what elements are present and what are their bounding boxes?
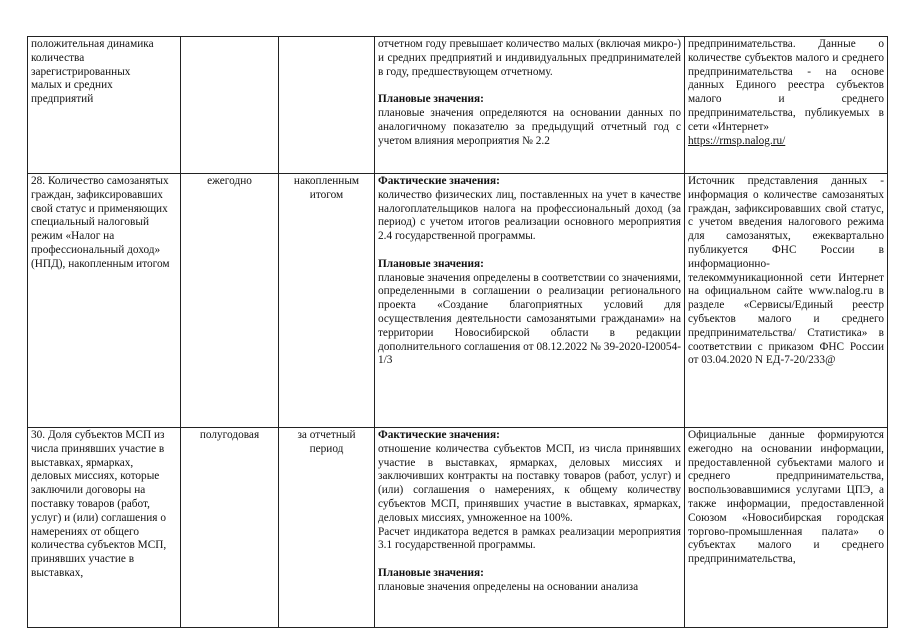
frequency-cell [181,174,279,428]
source-text: предпринимательства. Данные о количестве субъектов малого и среднего предпринимательства - на основе данных Единого реестра субъектов малого и среднего предпринимательства, публикуемых в сети «Интернет» [688,38,884,133]
method-cell [375,174,685,428]
source-text: Официальные данные формируются ежегодно на основании информации, предоставленной субъектами малого и среднего предпринимательства, воспользовавшимися услугами ЦПЭ, а также информации, предоставленной Союзом «Новосибирская городская торгово-промышленная палата» о субъектах малого и среднего предпринимательства, [688,429,884,566]
plan-text: плановые значения определяются на основании данных по аналогичному показателю за предыдущий отчетный год с учетом влияния мероприятия № 2.2 [378,106,681,147]
fact-text: количество физических лиц, поставленных на учет в качестве налогоплательщиков налога на профессиональный доход (за период) с учетом итогов реализации основного мероприятия 2.4 государственной программы. [378,188,681,243]
table-row [28,174,888,428]
method-cell [375,37,685,174]
method-text: отчетном году превышает количество малых (включая микро-) и средних предприятий и индивидуальных предпринимателей в году, предшествующем отчетному. [378,38,681,78]
plan-heading: Плановые значения: [378,566,484,579]
indicator-name: 30. Доля субъектов МСП из числа принявших участие в выставках, ярмарках, деловых миссиях, которые заключили договоры на поставку товаров (работ, услуг) и (или) соглашения о намерениях от общего количества субъектов МСП, принявших участие в выставках, [31,429,167,579]
table-row [28,37,888,174]
indicator-name: положительная динамика количества зарегистрированных малых и средних предприятий [31,38,154,106]
source-cell [685,428,888,628]
method-cell [375,428,685,628]
rmsp-link[interactable]: https://rmsp.nalog.ru/ [688,134,786,147]
calc-text: Расчет индикатора ведется в рамках реализации мероприятия 3.1 государственной программы. [378,525,681,552]
fact-heading: Фактические значения: [378,429,500,441]
plan-heading: Плановые значения: [378,93,484,106]
accumulation-cell [279,37,375,174]
indicators-table [27,36,888,628]
indicator-cell [28,174,181,428]
source-text: Источник представления данных - информация о количестве самозанятых граждан, зафиксировавших свой статус, с учетом введения налогового режима для самозанятых, ежеквартально публикуется ФНС России в информационно-телекоммуникационной сети Интернет на официальном сайте www.nalog.ru в разделе «Сервисы/Единый реестр субъектов малого и среднего предпринимательства/ Статистика» в соответствии с приказом ФНС России от 03.04.2020 N ЕД-7-20/233@ [688,175,884,367]
frequency-value: полугодовая [199,429,260,441]
indicator-cell [28,37,181,174]
fact-text: отношение количества субъектов МСП, из числа принявших участие в выставках, ярмарках, деловых миссиях и заключивших контракты на поставку товаров (работ, услуг) и (или) соглашения о намерениях, к общему количеству субъектов МСП, принявших участие в выставках, ярмарках, деловых миссиях, умноженное на 100%. [378,442,681,524]
accumulation-cell [279,428,375,628]
plan-text: плановые значения определены на основании анализа [378,580,639,593]
plan-heading: Плановые значения: [378,257,484,270]
frequency-value: ежегодно [207,175,252,187]
accumulation-value: за отчетный период [297,429,356,455]
source-cell [685,174,888,428]
fact-heading: Фактические значения: [378,175,500,187]
table-row [28,428,888,628]
frequency-cell [181,37,279,174]
indicator-name: 28. Количество самозанятых граждан, зафиксировавших свой статус и применяющих специальный налоговый режим «Налог на профессиональный доход» (НПД), накопленным итогом [31,175,170,270]
accumulation-value: накопленным итогом [293,175,360,201]
indicator-cell [28,428,181,628]
source-cell [685,37,888,174]
frequency-cell [181,428,279,628]
accumulation-cell [279,174,375,428]
plan-text: плановые значения определены в соответствии со значениями, определенными в соглашении о реализации регионального проекта «Создание благоприятных условий для осуществления деятельности самозанятыми гражданами» на территории Новосибирской области в редакции дополнительного соглашения от 08.12.2022 № 39-2020-I20054-1/3 [378,271,681,367]
